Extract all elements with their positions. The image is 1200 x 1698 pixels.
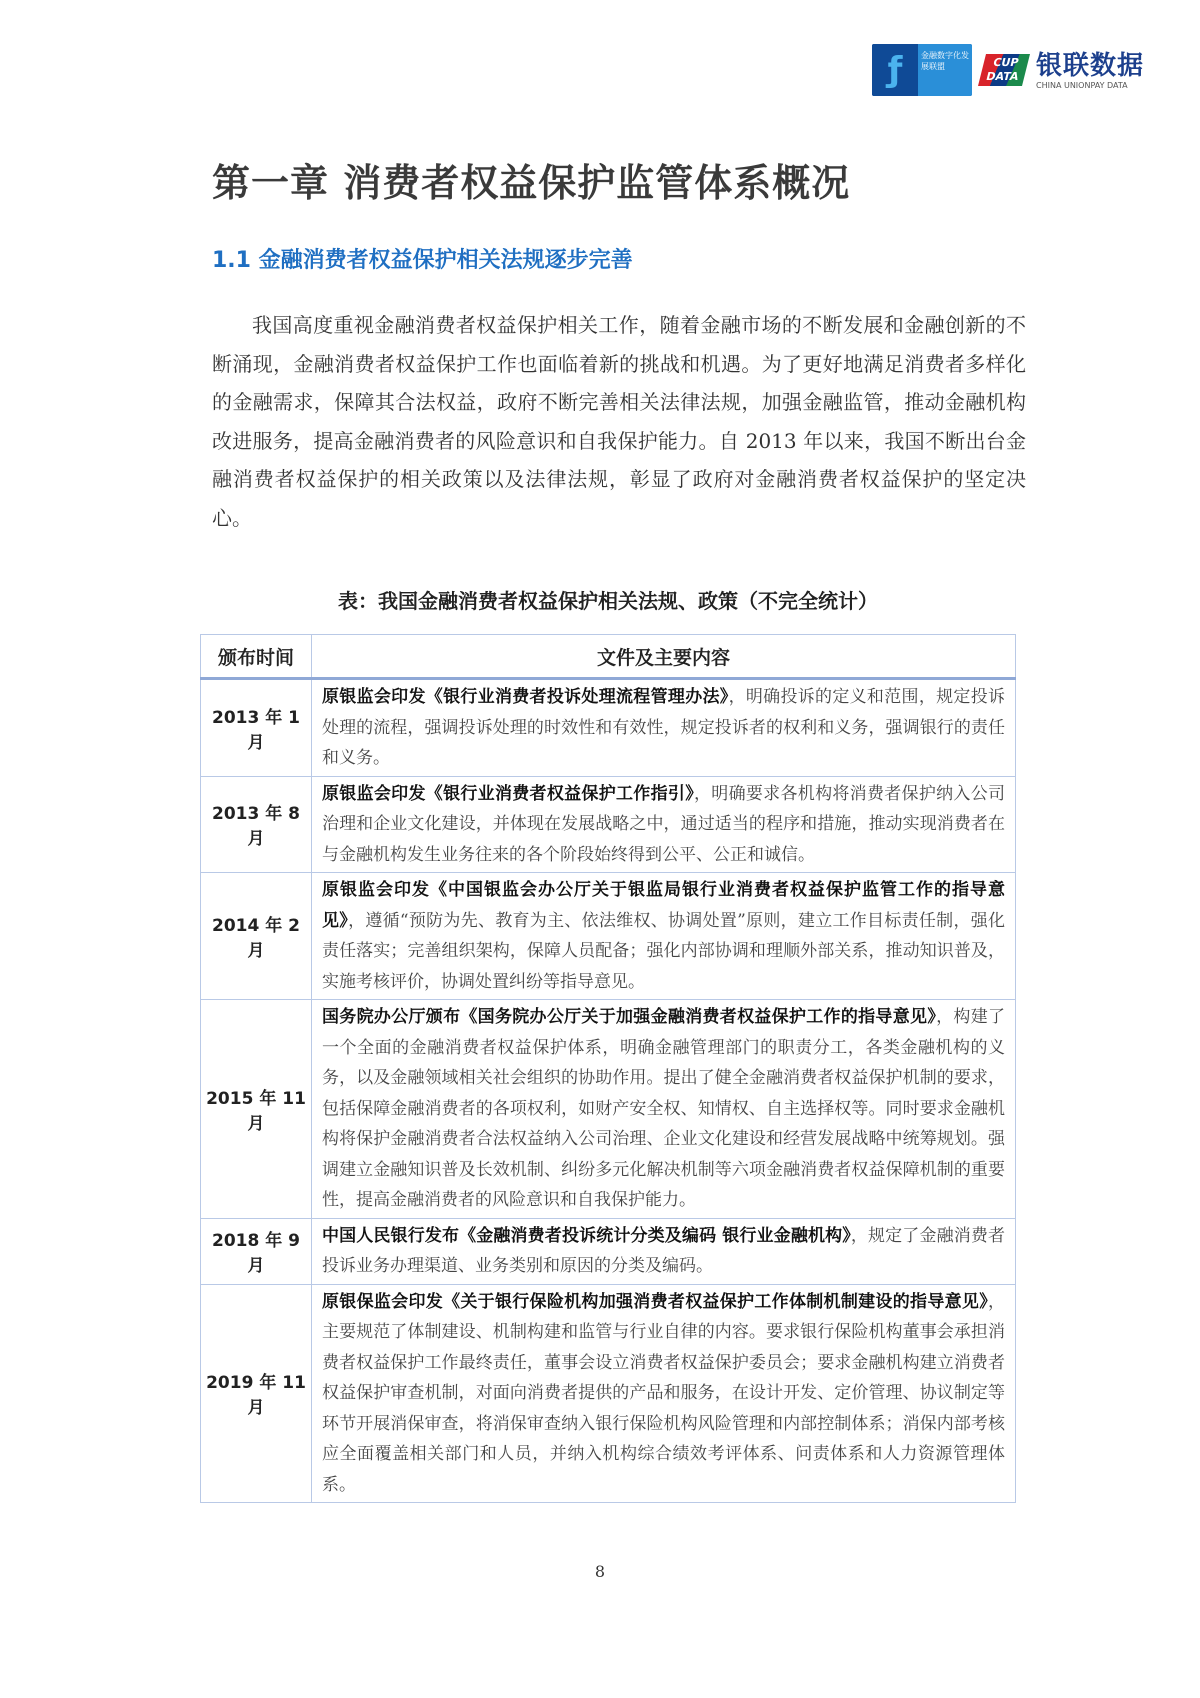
table-caption: 表：我国金融消费者权益保护相关法规、政策（不完全统计） bbox=[338, 589, 878, 613]
row-date: 2018 年 9 月 bbox=[201, 1218, 312, 1284]
document-title: 原银监会印发《银行业消费者权益保护工作指引》 bbox=[322, 783, 694, 804]
page-number: 8 bbox=[594, 1562, 606, 1581]
row-content bbox=[312, 1218, 1016, 1284]
cup-data-logo-badge: CUP DATA bbox=[978, 54, 1030, 86]
table-row bbox=[201, 776, 1016, 873]
document-summary: ，明确投诉的定义和范围，规定投诉处理的流程，强调投诉处理的时效性和有效性，规定投诉者的权利和义务，强调银行的责任和义务。 bbox=[322, 687, 1006, 768]
header-date: 颁布时间 bbox=[201, 635, 312, 679]
header-logos bbox=[872, 44, 1144, 96]
table-row bbox=[201, 679, 1016, 777]
row-content bbox=[312, 679, 1016, 777]
header-content: 文件及主要内容 bbox=[312, 635, 1016, 679]
section-title: 1.1 金融消费者权益保护相关法规逐步完善 bbox=[212, 248, 633, 273]
row-content bbox=[312, 873, 1016, 1000]
row-content bbox=[312, 1000, 1016, 1219]
row-date: 2014 年 2 月 bbox=[201, 873, 312, 1000]
row-date: 2013 年 8 月 bbox=[201, 776, 312, 873]
document-title: 原银监会印发《中国银监会办公厅关于银监局银行业消费者权益保护监管工作的指导意见》 bbox=[322, 880, 1005, 931]
alliance-logo bbox=[872, 44, 972, 96]
document-summary: ，规定了金融消费者投诉业务办理渠道、业务类别和原因的分类及编码。 bbox=[322, 1225, 1006, 1276]
row-date: 2013 年 1 月 bbox=[201, 679, 312, 777]
chapter-title: 第一章 消费者权益保护监管体系概况 bbox=[212, 161, 851, 205]
document-title: 中国人民银行发布《金融消费者投诉统计分类及编码 银行业金融机构》 bbox=[322, 1225, 851, 1246]
alliance-logo-text: 金融数字化发展联盟 bbox=[921, 51, 969, 71]
document-summary: ，遵循“预防为先、教育为主、依法维权、协调处置”原则，建立工作目标责任制，强化责任落实；完善组织架构，保障人员配备；强化内部协调和理顺外部关系，推动知识普及，实施考核评价，协调处置纠纷等指导意见。 bbox=[322, 910, 1005, 992]
body-paragraph: 我国高度重视金融消费者权益保护相关工作，随着金融市场的不断发展和金融创新的不断涌现，金融消费者权益保护工作也面临着新的挑战和机遇。为了更好地满足消费者多样化的金融需求，保障其合法权益，政府不断完善相关法律法规，加强金融监管，推动金融机构改进服务，提高金融消费者的风险意识和自我保护能力。自 2013 年以来，我国不断出台金融消费者权益保护的相关政策以及法律法规，彰显了政府对金融消费者权益保护的坚定决心。 bbox=[212, 313, 1026, 530]
document-summary: ，明确要求各机构将消费者保护纳入公司治理和企业文化建设，并体现在发展战略之中，通过适当的程序和措施，推动实现消费者在与金融机构发生业务往来的各个阶段始终得到公平、公正和诚信。 bbox=[322, 783, 1006, 865]
document-title: 国务院办公厅颁布《国务院办公厅关于加强金融消费者权益保护工作的指导意见》 bbox=[322, 1007, 937, 1027]
row-content bbox=[312, 1284, 1016, 1503]
document-title: 原银监会印发《银行业消费者投诉处理流程管理办法》 bbox=[322, 687, 729, 707]
table-row bbox=[201, 1000, 1016, 1219]
table-header-row bbox=[201, 635, 1016, 679]
document-summary: ，主要规范了体制建设、机制构建和监管与行业自律的内容。要求银行保险机构董事会承担消费者权益保护工作最终责任，董事会设立消费者权益保护委员会；要求金融机构建立消费者权益保护审查机制，对面向消费者提供的产品和服务，在设计开发、定价管理、协议制定等环节开展消保审查，将消保审查纳入银行保险机构风险管理和内部控制体系；消保内部考核应全面覆盖相关部门和人员，并纳入机构综合绩效考评体系、问责体系和人力资源管理体系。 bbox=[322, 1291, 1005, 1495]
document-summary: ，构建了一个全面的金融消费者权益保护体系，明确金融管理部门的职责分工，各类金融机构的义务，以及金融领域相关社会组织的协助作用。提出了健全金融消费者权益保护机制的要求，包括保障金融消费者的各项权利，如财产安全权、知情权、自主选择权等。同时要求金融机构将保护金融消费者合法权益纳入公司治理、企业文化建设和经营发展战略中统筹规划。强调建立金融知识普及长效机制、纠纷多元化解决机制等六项金融消费者权益保障机制的重要性，提高金融消费者的风险意识和自我保护能力。 bbox=[322, 1007, 1006, 1210]
alliance-logo-mark: ƒ bbox=[872, 44, 918, 96]
table-row bbox=[201, 873, 1016, 1000]
row-date: 2015 年 11 月 bbox=[201, 1000, 312, 1219]
table-row bbox=[201, 1284, 1016, 1503]
document-title: 原银保监会印发《关于银行保险机构加强消费者权益保护工作体制机制建设的指导意见》 bbox=[322, 1291, 988, 1312]
table-row bbox=[201, 1218, 1016, 1284]
cup-data-logo-text: 银联数据 CHINA UNIONPAY DATA bbox=[1036, 50, 1145, 90]
regulations-table bbox=[200, 634, 1016, 1503]
row-content bbox=[312, 776, 1016, 873]
row-date: 2019 年 11 月 bbox=[201, 1284, 312, 1503]
